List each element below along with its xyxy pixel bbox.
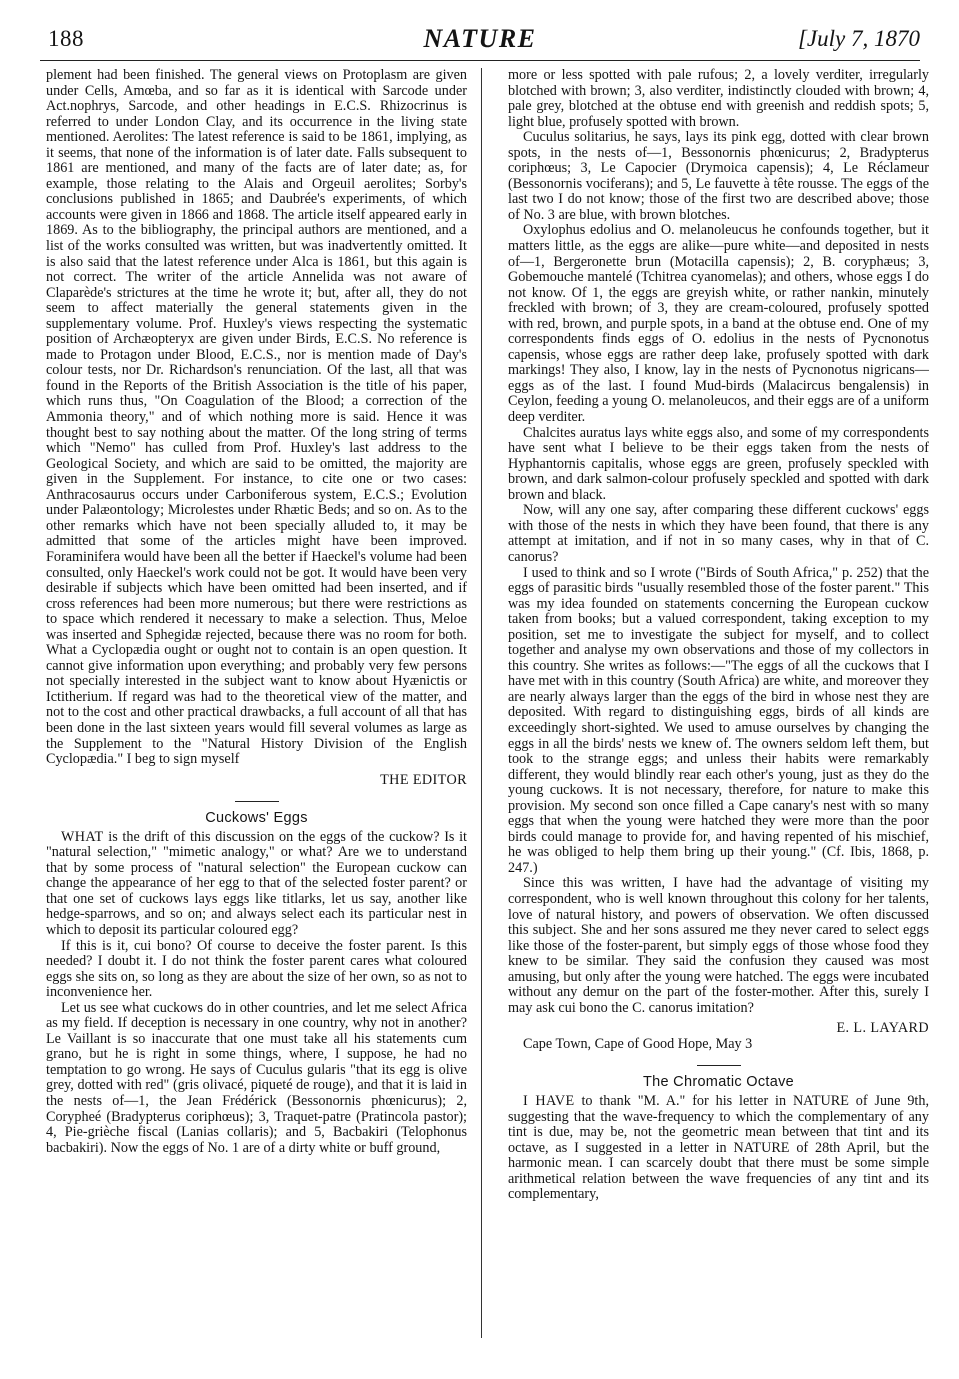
- column-divider: [481, 68, 482, 1338]
- cuckows-paragraph-8: Now, will any one say, after comparing these different cuckows' eggs with those of the nests in which they have been found, that there is any attempt at imitation, and if not in so many cases, why in that of C. canorus?: [508, 502, 929, 565]
- right-column: [508, 68, 929, 1203]
- page-number: 188: [48, 26, 84, 51]
- article-heading-chromatic-octave: The Chromatic Octave: [642, 1074, 795, 1091]
- header-rule: [40, 60, 920, 61]
- lead-in: I HAVE: [523, 1093, 575, 1109]
- cuckows-paragraph-2: If this is it, cui bono? Of course to deceive the foster parent. Is this needed? I doubt it. I do not think the foster parent cares what coloured eggs she sits on, so long as they are about the size of her own, so as not to inconvenience her.: [46, 937, 467, 1001]
- layard-signature: E. L. LAYARD: [836, 1020, 929, 1037]
- cuckows-paragraph-5: Cuculus solitarius, he says, lays its pink egg, dotted with clear brown spots, in the nests of—1, Bessonornis phœnicurus; 2, Bradypterus coriphœus; 3, Le Capocier (Drymoica capensis); 4, Le Réclameur (Bessonornis vociferans); and 5, Le fauvette à tête rousse. The eggs of the last two I do not know; those of the first two are described above; those of No. 3 are blue, with brown blotches.: [508, 129, 929, 223]
- cuckows-paragraph-4: more or less spotted with pale rufous; 2, a lovely verditer, irregularly blotched with brown; 3, also verditer, indistinctly clouded with brown; 4, pale grey, blotched at the obtuse end with greenish and reddish spots; 5, light blue, profusely spotted with brown.: [508, 67, 929, 130]
- editor-signature: THE EDITOR: [380, 771, 467, 788]
- left-column: [46, 68, 467, 1156]
- running-header: [40, 24, 920, 64]
- section-rule: [235, 801, 279, 802]
- cuckows-paragraph-9: I used to think and so I wrote ("Birds of South Africa," p. 252) that the eggs of parasitic birds "usually resembled those of the foster parent." This was my idea founded on statements concerning the European cuckow taken from books; but a valued correspondent, taking exception to my position, set me to investigate the subject for myself, and to collect together and analyse my own observations and those of my collectors in this country. She writes as follows:—"The eggs of all the cuckows that I have met with in this country (South Africa) are white, and moreover they are nearly always larger than the eggs of the bird in whose nest they are deposited. With regard to distinguishing eggs, birds of all kinds are exceedingly short-sighted. We used to amuse ourselves by changing the eggs in all the birds' nests we knew of. The owners seldom left them, but took to the strange eggs; and unless their habits were remarkably different, they would blindly rear each other's young, just as they do the young cuckows. It is not necessary, therefore, for nature to make this provision. My second son once filled a Cape canary's nest with so many eggs that when the young were hatched they were more than the poor birds could manage to provide for, and having repented of his mischief, he was obliged to help them bring up their young." (Cf. Ibis, 1868, p. 247.): [508, 564, 929, 876]
- section-rule: [697, 1065, 741, 1066]
- paragraph-text: is the drift of this discussion on the eggs of the cuckow? Is it "natural selection," "mimetic analogy," or what? Are we to understand that by some process of "natural selection" the European cuckow can change the appearance of her egg to that of the selected foster parent? or that one set of cuckows lays eggs like titlarks, let us say, another like hedge-sparrows, and so on; and always select each its particular nest in which to deposit its particular coloured egg?: [46, 828, 467, 938]
- cuckows-paragraph-6: Oxylophus edolius and O. melanoleucus he confounds together, but it matters little, as the eggs are alike—pure white—and deposited in nests of—1, Bergeronette brun (Motacilla capensis); 2, B. coryphæus; 3, Gobemouche mantelé (Tchitrea cyanomelas); and others, whose eggs I do not know. Of 1, the eggs are greyish white, or rather nankin, minutely freckled with brown; of 3, they are cream-coloured, profusely spotted with red, brown, and purple spots, in a band at the obtuse end. One of my correspondents finds eggs of O. edolius in the nests of Pycnonotus capensis, whose eggs are rather deep lake, profusely spotted with dark markings! They also, I know, lay in the nests of Pycnonotus nigricans—eggs as of the last. I found Mud-birds (Malacircus bengalensis) in Ceylon, feeding a young O. melanoleucos, and their eggs are of a uniform deep verditer.: [508, 222, 929, 426]
- cuckows-paragraph-3: Let us see what cuckows do in other countries, and let me select Africa as my field. If deception is necessary in one country, why not in another? Le Vaillant is so inaccurate that one must take all his statements cum grano, but he is right in some things, where, I suppose, he had no temptation to go wrong. He says of Cuculus gularis "that its egg is olive grey, dotted with red" (gris olivacé, piqueté de rouge), and that it is laid in the nests of—1, the Jean Frédérick (Bessonornis phœnicurus); 2, Corypheé (Bradypterus coriphœus); 3, Traquet-patre (Pratincola pastor); 4, Pie-grièche fiscal (Lanias collaris); and 5, Bacbakiri (Telophonus bacbakiri). Now the eggs of No. 1 are of a dirty white or buff ground,: [46, 999, 467, 1156]
- lead-in: WHAT: [61, 828, 104, 845]
- chromatic-paragraph-1: [508, 1094, 929, 1203]
- cuckows-paragraph-7: Chalcites auratus lays white eggs also, and some of my correspondents have sent what I believe to be their eggs taken from the nests of Hyphantornis capitalis, whose eggs are green, profusely speckled with brown, and dark salmon-colour profusely speckled and spotted with dark brown and black.: [508, 424, 929, 503]
- editor-letter-text: plement had been finished. The general views on Protoplasm are given under Cells, Amœba, and so far as it is identical with Sarcode under Act.nophrys, Sarcode, and other headings in E.C.S. Rhizocrinus is referred to under London Clay, and its occurrence in the living state mentioned. Aerolites: The latest reference is said to be 1861, implying, as it seems, that none of the information is of later date. Falls subsequent to 1861 are mentioned, and many of the facts are of later date; as, for example, those relating to the Alais and Orgeuil aerolites; Sorby's conclusions published in 1865; and Daubrée's experiments, of which accounts were given in 1866 and 1868. The article itself appeared early in 1869. As to the bibliography, the principal authors are mentioned, and a list of the works consulted was written, but was inadvertently omitted. It is also said that the latest reference under Alca is 1861, but this again is not correct. The writer of the article Annelida was not aware of Claparède's strictures at the time he wrote it; but, after all, they do not seem to affect materially the general statements given in the supplementary volume. Prof. Huxley's views respecting the systematic position of Archæopteryx are given under Birds, E.C.S. No reference is made to Protagon under Blood, E.C.S., nor is mention made of Day's colour tests, nor Dr. Richardson's renunciation. Of the last, all that was found in the Reports of the British Association is the title of his paper, which runs thus, "On Coagulation of the Blood; a correction of the Ammonia theory," and of which nothing more is said. Hence it was thought best to say nothing about the matter. Of the long string of terms which "Nemo" has culled from Prof. Huxley's last address to the Geological Society, and which are said to be omitted, the majority are given in the Supplement. For instance, to cite one or two cases: Anthracosaurus occurs under Carboniferous system, E.C.S.; Evolution under Palæontology; Microlestes under Rhætic Beds; and so on. As to the other remarks which have not been specially alluded to, it may be admitted that some of the articles might have been improved. Foraminifera would have been all the better if Haeckel's volume had been consulted, only Haeckel's work could not be got. It would have been very desirable if subjects which have been omitted had been inserted, and if cross references had been more numerous; but there were restrictions as to space which rendered it necessary to make a selection. Thus, Meloe was inserted and Sphegidæ rejected, because there was no room for both. What a Cyclopædia ought or ought not to contain is an open question. It cannot give information upon everything; and probably very few persons not specially interested in the subject want to know about Hyænictis or Ictitherium. If regard was had to the theoretical view of the matter, and not to the cost and other practical drawbacks, a full account of all that has been done in the last sixteen years would fill several volumes as large as the Supplement to the "Natural History Division of the English Cyclopædia." I beg to sign myself: [46, 67, 467, 768]
- letter-place-date: Cape Town, Cape of Good Hope, May 3: [523, 1035, 753, 1052]
- cuckows-paragraph-10: Since this was written, I have had the advantage of visiting my correspondent, who is well known throughout this colony for her talents, love of natural history, and powers of observation. We often discussed this subject. She and her sons assured me they never cared to select eggs like those of the foster-parent, but simply eggs of those whose food they knew to be similar. They said the confusion they caused was most amusing, but only after the young were hatched. The eggs were incubated without any demur on the part of the foster-mother. After this, surely I may ask cui bono the C. canorus imitation?: [508, 875, 929, 1016]
- journal-title: NATURE: [423, 24, 537, 53]
- cuckows-paragraph-1: [46, 830, 467, 939]
- article-heading-cuckows-eggs: Cuckows' Eggs: [205, 810, 308, 827]
- issue-date: [July 7, 1870: [797, 26, 920, 51]
- paragraph-text: to thank "M. A." for his letter in NATURE of June 9th, suggesting that the wave-frequency to which the complementary of any tint is due, may be, not the geometric mean between that tint and its octave, as I suggested in a letter in NATURE of 28th April, but the harmonic mean. I can scarcely doubt that there must be some simple arithmetical relation between the wave frequencies of any tint and its complementary,: [508, 1093, 929, 1203]
